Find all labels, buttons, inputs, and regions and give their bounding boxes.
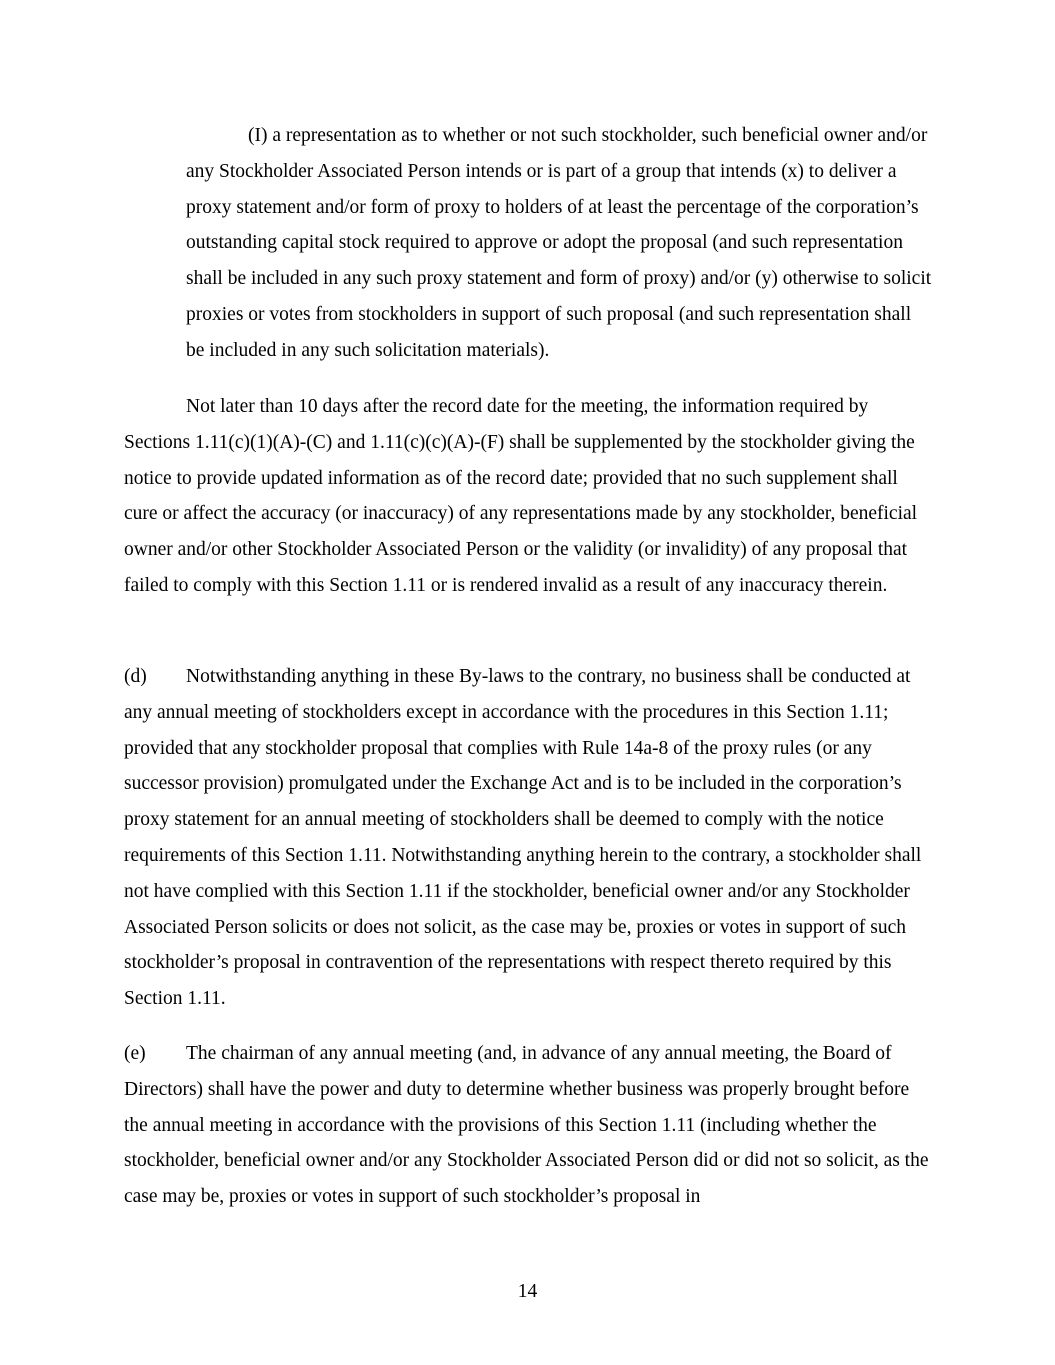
- clause-item-i: (I) a representation as to whether or not such stockholder, such beneficial owner and/or any Stockholder Associated Person intends or is part of a group that intends (x) to deliver a proxy statement and/or form of proxy to holders of at least the percentage of the corporation’s outstanding capital stock required to approve or adopt the proposal (and such representation shall be included in any such proxy statement and form of proxy) and/or (y) otherwise to solicit proxies or votes from stockholders in support of such proposal (and such representation shall be included in any such solicitation materials).: [186, 125, 932, 361]
- section-d-text: Notwithstanding anything in these By-laws to the contrary, no business shall be conducted at any annual meeting of stockholders except in accordance with the procedures in this Section 1.11; provided that any stockholder proposal that complies with Rule 14a-8 of the proxy rules (or any successor provision) promulgated under the Exchange Act and is to be included in the corporation’s proxy statement for an annual meeting of stockholders shall be deemed to comply with the notice requirements of this Section 1.11. Notwithstanding anything herein to the contrary, a stockholder shall not have complied with this Section 1.11 if the stockholder, beneficial owner and/or any Stockholder Associated Person solicits or does not solicit, as the case may be, proxies or votes in support of such stockholder’s proposal in contravention of the representations with respect thereto required by this Section 1.11.: [124, 666, 922, 1010]
- section-e-paragraph: [124, 1036, 934, 1215]
- section-e-label: (e): [124, 1043, 146, 1064]
- section-d-paragraph: [124, 659, 934, 1017]
- section-e-text: The chairman of any annual meeting (and, in advance of any annual meeting, the Board of Directors) shall have the power and duty to determine whether business was properly brought before the annual meeting in accordance with the provisions of this Section 1.11 (including whether the stockholder, beneficial owner and/or any Stockholder Associated Person did or did not so solicit, as the case may be, proxies or votes in support of such stockholder’s proposal in: [124, 1043, 929, 1208]
- page-number: 14: [517, 1281, 538, 1302]
- section-d-label: (d): [124, 666, 147, 687]
- supplement-paragraph: Not later than 10 days after the record date for the meeting, the information required by Sections 1.11(c)(1)(A)-(C) and 1.11(c)(c)(A)-(F) shall be supplemented by the stockholder giving the notice to provide updated information as of the record date; provided that no such supplement shall cure or affect the accuracy (or inaccuracy) of any representations made by any stockholder, beneficial owner and/or other Stockholder Associated Person or the validity (or invalidity) of any proposal that failed to comply with this Section 1.11 or is rendered invalid as a result of any inaccuracy therein.: [124, 396, 918, 596]
